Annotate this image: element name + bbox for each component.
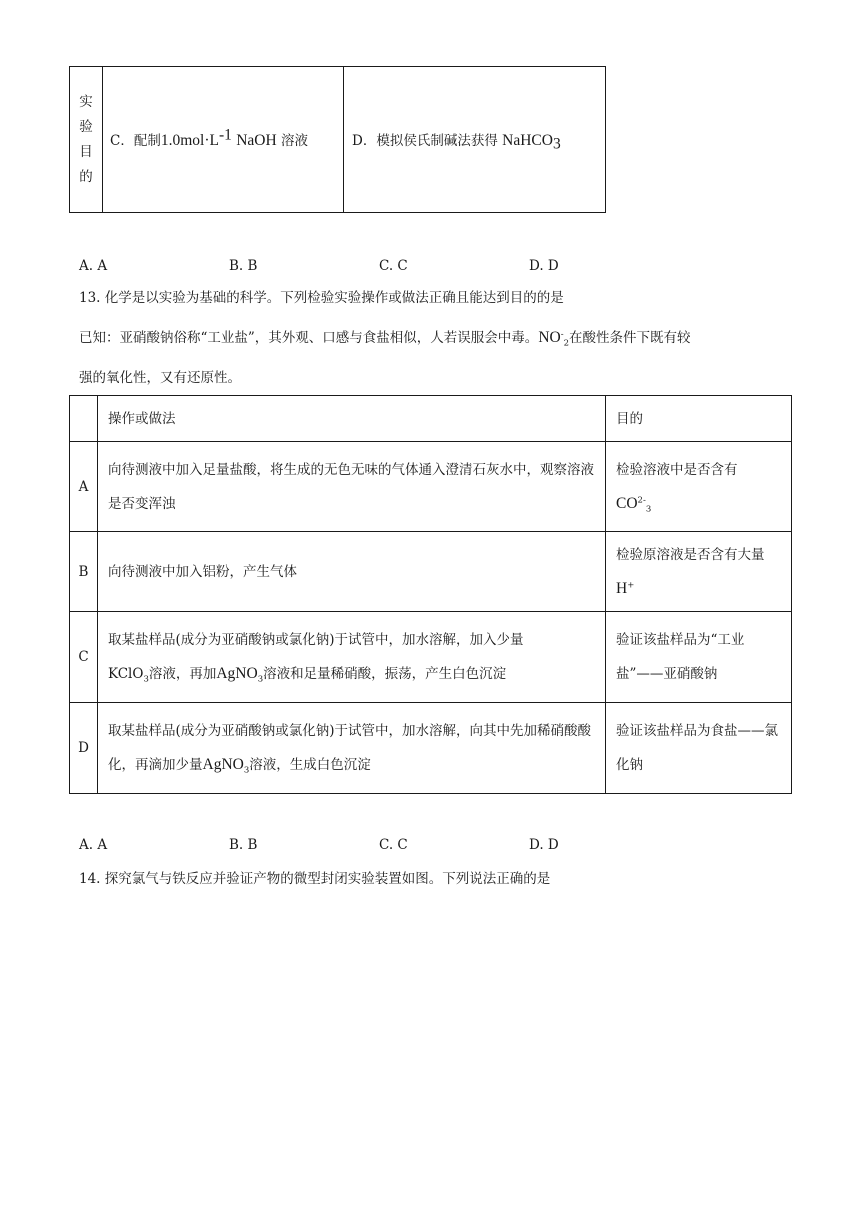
cell-c-suffix: 溶液 bbox=[280, 133, 308, 149]
row-b-operation: 向待测液中加入铝粉，产生气体 bbox=[98, 532, 606, 612]
q13-stem: 13. 化学是以实验为基础的科学。下列检验实验操作或做法正确且能达到目的的是 bbox=[79, 290, 564, 306]
row-c-op-mid: 溶液，再加 bbox=[148, 666, 217, 682]
cell-c-conc-sup: -1 bbox=[218, 126, 232, 144]
q14-stem: 14. 探究氯气与铁反应并验证产物的微型封闭实验装置如图。下列说法正确的是 bbox=[79, 871, 551, 887]
row-d-purpose: 验证该盐样品为食盐——氯化钠 bbox=[606, 703, 792, 794]
row-c-agno3-sub: 3 bbox=[257, 674, 264, 685]
row-label-d: D bbox=[70, 703, 98, 794]
q12-option-d[interactable]: D. D bbox=[529, 258, 559, 274]
q13-option-c[interactable]: C. C bbox=[379, 837, 408, 853]
row-label-a: A bbox=[70, 442, 98, 532]
header-blank bbox=[70, 396, 98, 442]
row-c-purpose: 验证该盐样品为“工业盐”——亚硝酸钠 bbox=[606, 612, 792, 703]
table-row bbox=[70, 703, 792, 794]
header-operation: 操作或做法 bbox=[98, 396, 606, 442]
cell-option-d bbox=[344, 67, 606, 213]
row-d-operation bbox=[98, 703, 606, 794]
cell-d-formula-sub: 3 bbox=[552, 135, 561, 153]
experiment-purpose-table bbox=[69, 66, 606, 213]
q13-option-d[interactable]: D. D bbox=[529, 837, 559, 853]
row-c-kclo3: KClO bbox=[108, 666, 144, 682]
q12-option-c[interactable]: C. C bbox=[379, 258, 408, 274]
row-c-agno3: AgNO bbox=[216, 665, 258, 682]
q13-option-a[interactable]: A. A bbox=[79, 837, 108, 853]
row-d-agno3-sub: 3 bbox=[243, 765, 250, 776]
q13-note-ion-sub: 2 bbox=[563, 338, 569, 349]
row-a-operation: 向待测液中加入足量盐酸，将生成的无色无味的气体通入澄清石灰水中，观察溶液是否变浑浊 bbox=[98, 442, 606, 532]
row-d-op-line1: 取某盐样品(成分为亚硝酸钠或氯化钠)于试管中，加水溶解，向其中先加稀硝酸酸化，再滴加少量 bbox=[108, 723, 592, 773]
row-label-experiment-purpose bbox=[70, 67, 103, 213]
row-label-c: C bbox=[70, 612, 98, 703]
q13-table bbox=[69, 395, 792, 794]
q13-note-ion-sup: - bbox=[560, 329, 564, 340]
row-b-purpose bbox=[606, 532, 792, 612]
q12-option-b[interactable]: B. B bbox=[229, 258, 258, 274]
row-c-op-tail: 溶液和足量稀硝酸，振荡，产生白色沉淀 bbox=[263, 666, 507, 682]
cell-c-formula: NaOH bbox=[236, 132, 277, 149]
row-c-op-line1: 取某盐样品(成分为亚硝酸钠或氯化钠)于试管中，加水溶解，加入少量 bbox=[108, 632, 524, 648]
table-row bbox=[70, 612, 792, 703]
row-b-formula-sup: + bbox=[627, 580, 635, 590]
q12-options bbox=[79, 258, 679, 274]
header-purpose: 目的 bbox=[606, 396, 792, 442]
q13-note-line1 bbox=[79, 326, 792, 350]
cell-c-prefix: C．配制 bbox=[110, 133, 161, 149]
row-a-purpose-text: 检验溶液中是否含有 bbox=[616, 461, 738, 478]
q13-option-b[interactable]: B. B bbox=[229, 837, 258, 853]
q13-note-line2: 强的氧化性，又有还原性。 bbox=[79, 370, 241, 386]
row-a-formula-sub: 3 bbox=[645, 504, 652, 515]
row-a-purpose bbox=[606, 442, 792, 532]
row-b-purpose-text: 检验原溶液是否含有大量 bbox=[616, 546, 765, 563]
q13-options bbox=[79, 837, 679, 853]
row-c-operation bbox=[98, 612, 606, 703]
row-a-purpose-formula: CO bbox=[616, 494, 638, 512]
row-label-b: B bbox=[70, 532, 98, 612]
cell-c-concentration: 1.0mol·L bbox=[160, 132, 219, 149]
label-char: 目 bbox=[79, 143, 93, 160]
row-a-formula-sup: 2- bbox=[637, 495, 646, 505]
row-c-kclo3-sub: 3 bbox=[143, 674, 149, 685]
label-char: 实 bbox=[79, 93, 93, 110]
cell-option-c bbox=[103, 67, 344, 213]
q13-note-text: 已知：亚硝酸钠俗称“工业盐”，其外观、口感与食盐相似，人若误服会中毒。 bbox=[79, 330, 539, 346]
cell-d-formula: NaHCO bbox=[502, 132, 553, 149]
label-char: 验 bbox=[79, 118, 93, 135]
q13-note-ion: NO bbox=[538, 329, 561, 346]
label-char: 的 bbox=[79, 168, 93, 185]
table-header-row bbox=[70, 396, 792, 442]
table-row bbox=[70, 442, 792, 532]
row-d-agno3: AgNO bbox=[202, 756, 244, 773]
q12-option-a[interactable]: A. A bbox=[79, 258, 108, 274]
table-row bbox=[70, 532, 792, 612]
cell-d-prefix: D．模拟侯氏制碱法获得 bbox=[352, 133, 498, 149]
row-b-purpose-formula: H bbox=[616, 579, 628, 597]
q13-note-text-2: 在酸性条件下既有较 bbox=[569, 330, 691, 346]
row-d-op-tail: 溶液，生成白色沉淀 bbox=[249, 757, 371, 773]
